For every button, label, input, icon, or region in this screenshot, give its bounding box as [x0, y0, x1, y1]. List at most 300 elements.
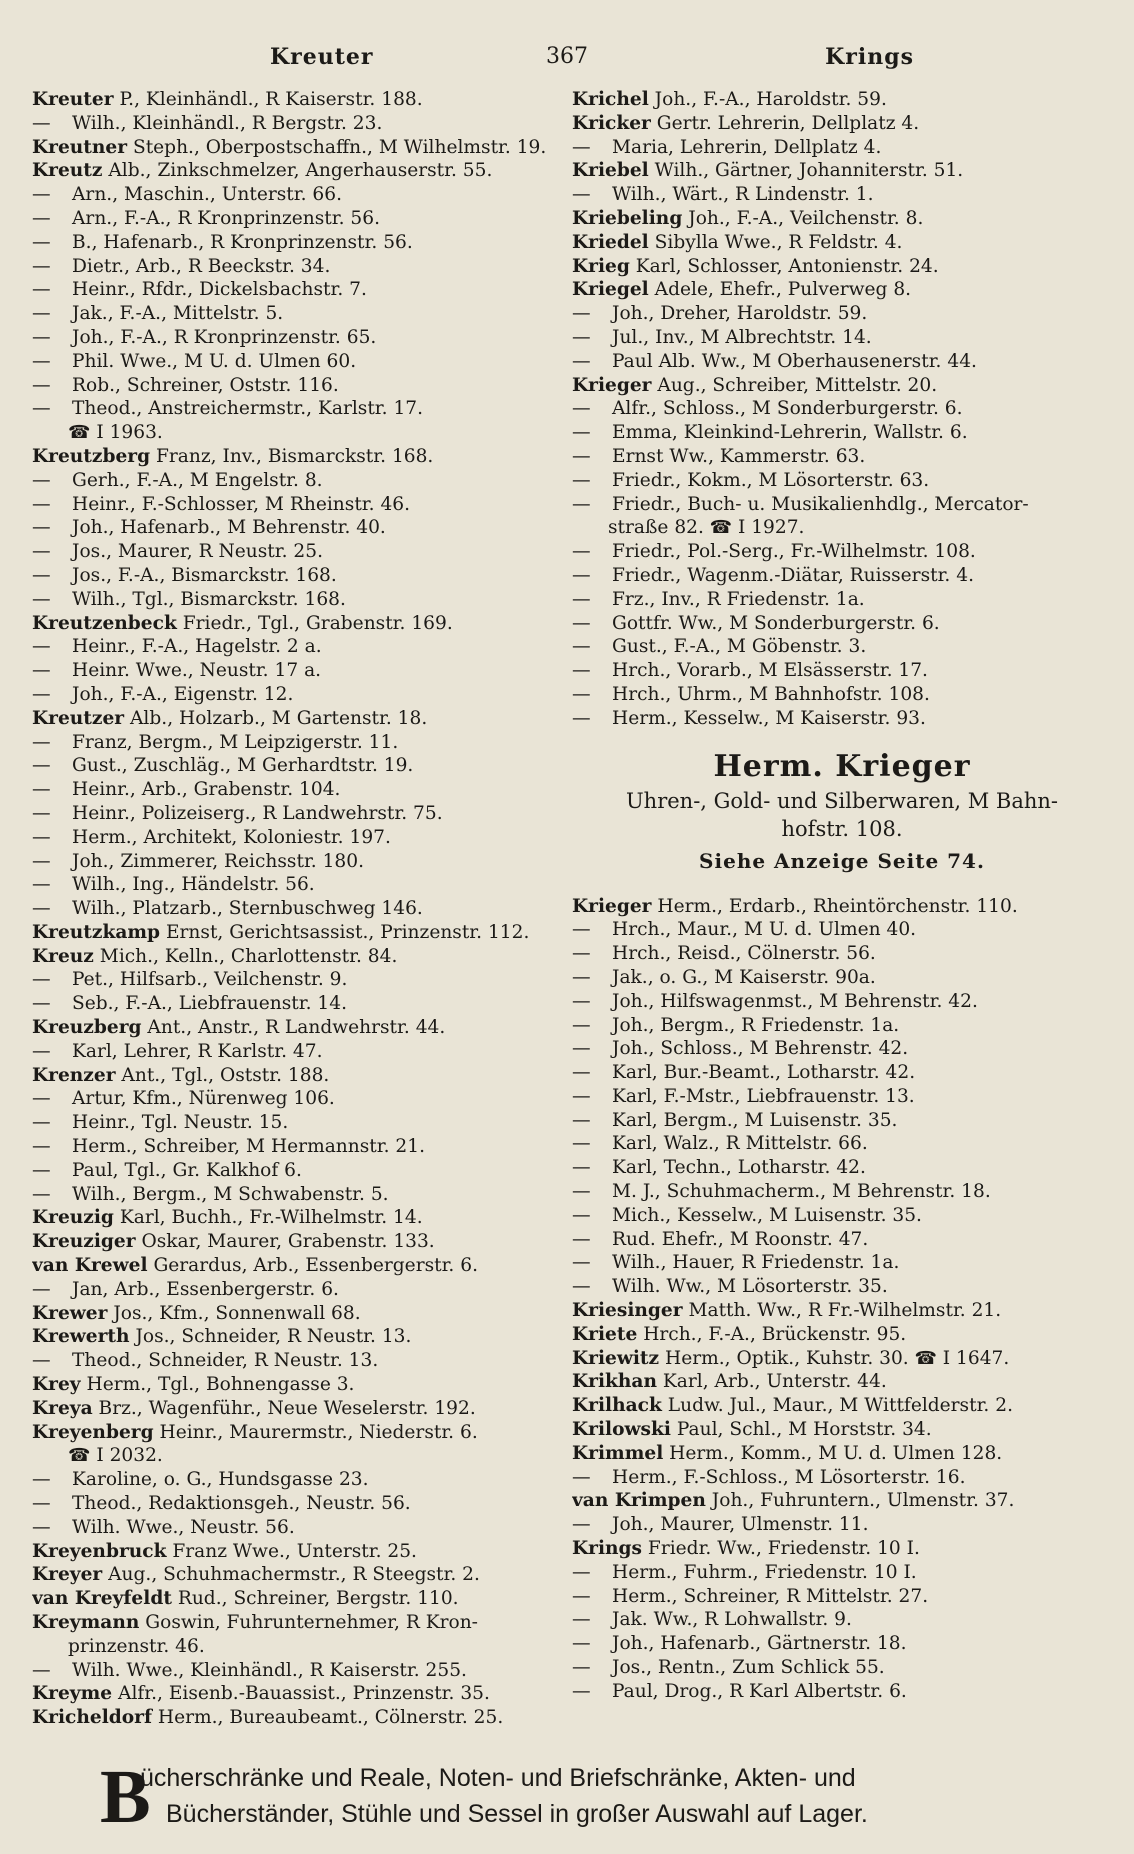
ditto-dash: — — [572, 1252, 591, 1274]
ditto-dash: — — [32, 826, 51, 848]
entry-text: Wilh. Wwe., Neustr. 56. — [72, 1516, 295, 1538]
directory-entry — [32, 540, 560, 564]
directory-entry — [572, 421, 1112, 445]
ditto-dash: — — [32, 1278, 51, 1300]
entry-text: Jos., Kfm., Sonnenwall 68. — [107, 1302, 361, 1324]
entry-text: Paul, Tgl., Gr. Kalkhof 6. — [72, 1159, 302, 1181]
entry-text: Herm., Schreiber, M Hermannstr. 21. — [72, 1136, 425, 1158]
directory-entry — [32, 992, 560, 1016]
telephone-icon: ☎ — [68, 422, 91, 444]
ditto-dash: — — [572, 1680, 591, 1702]
entry-text: Jos., F.-A., Bismarckstr. 168. — [72, 564, 337, 586]
ditto-dash: — — [572, 1133, 591, 1155]
ditto-dash: — — [32, 1493, 51, 1515]
entry-text: Ernst Ww., Kammerstr. 63. — [612, 445, 866, 467]
directory-entry — [572, 1680, 1112, 1704]
entry-text: Maria, Lehrerin, Dellplatz 4. — [612, 136, 882, 158]
entry-text: Karl, Techn., Lotharstr. 42. — [612, 1157, 866, 1179]
directory-entry — [32, 1563, 560, 1587]
directory-entry — [572, 1251, 1112, 1275]
ditto-dash: — — [572, 966, 591, 988]
directory-entry — [32, 183, 560, 207]
directory-entry — [572, 1585, 1112, 1609]
entry-text: Friedr., Pol.-Serg., Fr.-Wilhelmstr. 108. — [612, 541, 976, 563]
entry-surname: Krichel — [572, 89, 649, 110]
directory-entry — [32, 1349, 560, 1373]
ditto-dash: — — [32, 755, 51, 777]
ditto-dash: — — [32, 874, 51, 896]
ditto-dash: — — [572, 1466, 591, 1488]
entry-text: Heinr., Rfdr., Dickelsbachstr. 7. — [72, 279, 367, 301]
directory-entry — [32, 1516, 560, 1540]
entry-text: Jak. Ww., R Lohwallstr. 9. — [612, 1609, 852, 1631]
entry-text: Herm., Komm., M U. d. Ulmen 128. — [663, 1442, 1003, 1464]
directory-entry — [32, 1230, 560, 1254]
entry-surname: Kreutzenbeck — [32, 612, 177, 634]
ditto-dash: — — [32, 993, 51, 1015]
entry-text: Paul, Schl., M Horststr. 34. — [670, 1419, 932, 1441]
entry-surname: Kriedel — [572, 231, 649, 253]
ditto-dash: — — [572, 1109, 591, 1131]
ditto-dash: — — [32, 469, 51, 491]
entry-text: Sibylla Wwe., R Feldstr. 4. — [648, 231, 903, 253]
directory-entry — [32, 1468, 560, 1492]
entry-text: Karl, Bur.-Beamt., Lotharstr. 42. — [612, 1062, 916, 1084]
directory-entry — [572, 1204, 1112, 1228]
directory-entry — [32, 516, 560, 540]
directory-entry — [32, 850, 560, 874]
entry-phone-number: I 1927. — [732, 517, 805, 539]
entry-text: Herm., Fuhrm., Friedenstr. 10 I. — [612, 1561, 917, 1583]
directory-entry — [572, 374, 1112, 398]
entry-surname: Kreuter — [32, 89, 114, 110]
directory-entry — [572, 302, 1112, 326]
entry-text: Joh., Dreher, Haroldstr. 59. — [612, 303, 868, 325]
directory-entry — [572, 918, 1112, 942]
directory-entry — [32, 659, 560, 683]
directory-entry — [32, 897, 560, 921]
directory-entry — [572, 1323, 1112, 1347]
directory-entry — [32, 350, 560, 374]
directory-entry — [32, 88, 560, 112]
entry-text: Matth. Ww., R Fr.-Wilhelmstr. 21. — [682, 1300, 1002, 1322]
directory-entry — [572, 707, 1112, 731]
ditto-dash: — — [572, 919, 591, 941]
directory-entry — [572, 1418, 1112, 1442]
entry-surname: Krieg — [572, 255, 630, 277]
directory-entry — [572, 159, 1112, 183]
directory-entry — [32, 564, 560, 588]
ditto-dash: — — [32, 564, 51, 586]
entry-text: Karl, Arb., Unterstr. 44. — [657, 1371, 887, 1393]
telephone-icon: ☎ — [908, 1347, 937, 1369]
ditto-dash: — — [32, 112, 51, 134]
ditto-dash: — — [572, 943, 591, 965]
directory-entry — [572, 278, 1112, 302]
entry-text: Mich., Kelln., Charlottenstr. 84. — [93, 945, 398, 967]
directory-entry — [572, 895, 1112, 919]
directory-entry — [572, 183, 1112, 207]
entry-surname: Kriewitz — [572, 1347, 660, 1369]
entry-text: Karl, Lehrer, R Karlstr. 47. — [72, 1040, 323, 1062]
ditto-dash: — — [572, 326, 591, 348]
entry-text: Joh., F.-A., R Kronprinzenstr. 65. — [72, 326, 377, 348]
ditto-dash: — — [572, 541, 591, 563]
entry-text: Herm., Tgl., Bohnengasse 3. — [80, 1374, 355, 1396]
entry-surname: van Krewel — [32, 1255, 148, 1277]
entry-text: Theod., Schneider, R Neustr. 13. — [72, 1350, 379, 1372]
entry-text: Herm., Bureaubeamt., Cölnerstr. 25. — [151, 1707, 504, 1729]
entry-text: Phil. Wwe., M U. d. Ulmen 60. — [72, 350, 357, 372]
entry-text: Herm., Schreiner, R Mittelstr. 27. — [612, 1585, 929, 1607]
entry-text: Seb., F.-A., Liebfrauenstr. 14. — [72, 993, 347, 1015]
directory-entry — [572, 231, 1112, 255]
entry-text: Alb., Holzarb., M Gartenstr. 18. — [124, 707, 428, 729]
entry-text: Jos., Rentn., Zum Schlick 55. — [612, 1657, 885, 1679]
entry-surname: Kriete — [572, 1323, 638, 1345]
directory-entry — [572, 1014, 1112, 1038]
directory-entry — [32, 445, 560, 469]
ditto-dash: — — [32, 541, 51, 563]
directory-entry — [32, 302, 560, 326]
ditto-dash: — — [572, 1204, 591, 1226]
entry-text: Gerardus, Arb., Essenbergerstr. 6. — [147, 1255, 478, 1277]
entry-text: Friedr., Kokm., M Lösorterstr. 63. — [612, 469, 930, 491]
directory-entry — [572, 990, 1112, 1014]
entry-text: Wilh., Tgl., Bismarckstr. 168. — [72, 588, 346, 610]
directory-entry — [32, 1492, 560, 1516]
directory-entry — [32, 1587, 560, 1611]
entry-surname: Kreyenbruck — [32, 1540, 167, 1562]
entry-text: Karl, Buchh., Fr.-Wilhelmstr. 14. — [113, 1207, 423, 1229]
ditto-dash: — — [572, 184, 591, 206]
entry-text: Ernst, Gerichtsassist., Prinzenstr. 112. — [160, 921, 530, 943]
entry-text: Rud., Schreiner, Bergstr. 110. — [171, 1588, 459, 1610]
entry-text: Hrch., Reisd., Cölnerstr. 56. — [612, 943, 876, 965]
directory-entry — [32, 1206, 560, 1230]
entry-text: I 1963. — [90, 422, 163, 444]
entry-text: Jos., Maurer, R Neustr. 25. — [72, 541, 323, 563]
entry-text: Theod., Redaktionsgeh., Neustr. 56. — [72, 1493, 411, 1515]
ditto-dash: — — [32, 231, 51, 253]
directory-entry — [32, 1611, 560, 1635]
ditto-dash: — — [572, 1085, 591, 1107]
ditto-dash: — — [572, 469, 591, 491]
entry-surname: Krewerth — [32, 1326, 130, 1348]
entry-text: Aug., Schreiber, Mittelstr. 20. — [651, 374, 938, 396]
entry-text: Herm., Kesselw., M Kaiserstr. 93. — [612, 707, 926, 729]
entry-text: Wilh., Hauer, R Friedenstr. 1a. — [612, 1252, 900, 1274]
entry-text: Friedr. Ww., Friedenstr. 10 I. — [642, 1538, 920, 1560]
directory-entry — [572, 1085, 1112, 1109]
directory-entry — [32, 1183, 560, 1207]
ditto-dash: — — [32, 1136, 51, 1158]
directory-entry — [572, 1156, 1112, 1180]
entry-text: Artur, Kfm., Nürenweg 106. — [72, 1088, 335, 1110]
entry-surname: Kreya — [32, 1397, 93, 1419]
page-header — [40, 44, 1094, 74]
ditto-dash: — — [572, 303, 591, 325]
directory-entry — [572, 966, 1112, 990]
directory-entry — [32, 159, 560, 183]
directory-entry — [32, 112, 560, 136]
directory-entry — [572, 942, 1112, 966]
ditto-dash: — — [32, 1350, 51, 1372]
entry-surname: Krings — [572, 1538, 643, 1560]
entry-surname: Kreyme — [32, 1683, 113, 1705]
ditto-dash: — — [572, 350, 591, 372]
entry-text: Adele, Ehefr., Pulverweg 8. — [648, 279, 912, 301]
directory-entry — [32, 1325, 560, 1349]
entry-text: Wilh., Platzarb., Sternbuschweg 146. — [72, 898, 423, 920]
entry-text: Theod., Anstreichermstr., Karlstr. 17. — [72, 398, 424, 420]
directory-entry — [572, 326, 1112, 350]
directory-entry — [572, 1632, 1112, 1656]
directory-entry — [572, 516, 1112, 540]
ditto-dash: — — [572, 493, 591, 515]
directory-entry — [572, 88, 1112, 112]
entry-text: Ludw. Jul., Maur., M Wittfelderstr. 2. — [661, 1395, 1013, 1417]
entry-surname: Kricheldorf — [32, 1707, 152, 1729]
directory-entry — [572, 1537, 1112, 1561]
telephone-icon: ☎ — [703, 517, 733, 539]
entry-surname: Krikhan — [572, 1371, 657, 1393]
directory-entry — [572, 493, 1112, 517]
directory-entry — [32, 1659, 560, 1683]
directory-entry — [572, 1061, 1112, 1085]
entry-text: Emma, Kleinkind-Lehrerin, Wallstr. 6. — [612, 422, 968, 444]
entry-text: Friedr., Buch- u. Musikalienhdlg., Mercator- — [612, 493, 1029, 515]
directory-entry — [572, 588, 1112, 612]
entry-text: Friedr., Wagenm.-Diätar, Ruisserstr. 4. — [612, 564, 974, 586]
entry-text: Hrch., Vorarb., M Elsässerstr. 17. — [612, 660, 928, 682]
entry-text: Jak., o. G., M Kaiserstr. 90a. — [612, 966, 876, 988]
entry-surname: Kreuzberg — [32, 1017, 142, 1039]
ditto-dash: — — [572, 398, 591, 420]
entry-text: Karl, Walz., R Mittelstr. 66. — [612, 1133, 868, 1155]
entry-text: Paul Alb. Ww., M Oberhausenerstr. 44. — [612, 350, 977, 372]
directory-entry — [32, 326, 560, 350]
entry-surname: Krimmel — [572, 1442, 664, 1464]
ditto-dash: — — [572, 636, 591, 658]
entry-text: Gust., Zuschläg., M Gerhardtstr. 19. — [72, 755, 414, 777]
entry-text: Heinr. Wwe., Neustr. 17 a. — [72, 660, 322, 682]
entry-text: Joh., Zimmerer, Reichsstr. 180. — [72, 850, 365, 872]
entry-text: Friedr., Tgl., Grabenstr. 169. — [176, 612, 453, 634]
directory-entry — [572, 1489, 1112, 1513]
ditto-dash: — — [572, 1038, 591, 1060]
directory-entry — [572, 1394, 1112, 1418]
directory-entry — [32, 1444, 560, 1468]
ad-name: Herm. Krieger — [713, 748, 971, 784]
entry-text: Joh., F.-A., Haroldstr. 59. — [648, 89, 887, 110]
ad-line-2: hofstr. 108. — [781, 816, 903, 841]
directory-entry — [32, 136, 560, 160]
ditto-dash: — — [32, 969, 51, 991]
directory-entry — [572, 683, 1112, 707]
directory-entry — [572, 1347, 1112, 1371]
ditto-dash: — — [32, 802, 51, 824]
directory-entry — [32, 683, 560, 707]
directory-entry — [572, 1513, 1112, 1537]
directory-entry — [572, 1656, 1112, 1680]
entry-text: Heinr., Arb., Grabenstr. 104. — [72, 779, 341, 801]
directory-entry — [32, 1682, 560, 1706]
directory-entry — [32, 1016, 560, 1040]
entry-surname: van Krimpen — [572, 1490, 706, 1512]
directory-entry — [572, 659, 1112, 683]
directory-entry — [32, 1278, 560, 1302]
ditto-dash: — — [32, 1469, 51, 1491]
ditto-dash: — — [32, 683, 51, 705]
directory-entry — [32, 707, 560, 731]
ditto-dash: — — [572, 1657, 591, 1679]
page-number: 367 — [546, 44, 588, 69]
entry-text: Wilh., Wärt., R Lindenstr. 1. — [612, 184, 874, 206]
entry-surname: Kreyenberg — [32, 1421, 154, 1443]
ditto-dash: — — [32, 588, 51, 610]
entry-text: M. J., Schuhmacherm., M Behrenstr. 18. — [612, 1181, 991, 1203]
header-left-keyword: Kreuter — [270, 44, 374, 70]
ditto-dash: — — [32, 374, 51, 396]
ditto-dash: — — [32, 207, 51, 229]
entry-text: Hrch., F.-A., Brückenstr. 95. — [637, 1323, 907, 1345]
directory-entry — [572, 1442, 1112, 1466]
footer-initial: B — [100, 1755, 151, 1839]
entry-text: Franz Wwe., Unterstr. 25. — [166, 1540, 417, 1562]
directory-entry — [32, 1254, 560, 1278]
directory-entry — [32, 207, 560, 231]
directory-entry — [32, 731, 560, 755]
entry-surname: Kreymann — [32, 1612, 140, 1633]
directory-entry — [32, 968, 560, 992]
directory-entry — [32, 493, 560, 517]
directory-entry — [32, 421, 560, 445]
entry-surname: Kriegel — [572, 279, 649, 301]
ditto-dash: — — [32, 255, 51, 277]
directory-entry — [32, 635, 560, 659]
entry-surname: Kreutzer — [32, 707, 125, 729]
directory-entry — [32, 826, 560, 850]
right-column-top — [572, 88, 1112, 731]
ditto-dash: — — [572, 1276, 591, 1298]
ditto-dash: — — [32, 517, 51, 539]
ditto-dash: — — [572, 1561, 591, 1583]
directory-entry — [32, 255, 560, 279]
directory-entry — [32, 1706, 560, 1730]
entry-text: Ant., Tgl., Oststr. 188. — [115, 1064, 330, 1086]
directory-entry — [32, 1111, 560, 1135]
entry-surname: Kreuziger — [32, 1231, 136, 1253]
entry-text: Pet., Hilfsarb., Veilchenstr. 9. — [72, 969, 348, 991]
directory-entry — [572, 1275, 1112, 1299]
ditto-dash: — — [32, 279, 51, 301]
directory-entry — [572, 1370, 1112, 1394]
entry-text: Heinr., Polizeiserg., R Landwehrstr. 75. — [72, 802, 443, 824]
entry-text: straße 82. — [608, 517, 704, 539]
directory-entry — [32, 1159, 560, 1183]
directory-entry — [32, 1087, 560, 1111]
directory-entry — [32, 873, 560, 897]
directory-entry — [32, 1040, 560, 1064]
ditto-dash: — — [32, 1183, 51, 1205]
entry-text: Dietr., Arb., R Beeckstr. 34. — [72, 255, 331, 277]
ditto-dash: — — [32, 303, 51, 325]
directory-entry — [572, 1466, 1112, 1490]
directory-entry — [32, 588, 560, 612]
entry-text: Joh., Hafenarb., Gärtnerstr. 18. — [612, 1633, 907, 1655]
entry-text: Gust., F.-A., M Göbenstr. 3. — [612, 636, 867, 658]
left-column — [32, 88, 560, 1730]
entry-text: Jan, Arb., Essenbergerstr. 6. — [72, 1278, 339, 1300]
entry-text: prinzenstr. 46. — [68, 1635, 205, 1657]
footer-line-2: Bücherständer, Stühle und Sessel in großer Auswahl auf Lager. — [166, 1800, 868, 1828]
ditto-dash: — — [572, 1609, 591, 1631]
entry-text: Herm., F.-Schloss., M Lösorterstr. 16. — [612, 1466, 966, 1488]
ditto-dash: — — [32, 326, 51, 348]
entry-text: Karl, F.-Mstr., Liebfrauenstr. 13. — [612, 1085, 915, 1107]
entry-text: Gerh., F.-A., M Engelstr. 8. — [72, 469, 323, 491]
ditto-dash: — — [32, 184, 51, 206]
directory-entry — [32, 778, 560, 802]
ditto-dash: — — [572, 136, 591, 158]
directory-entry — [572, 207, 1112, 231]
entry-text: Brz., Wagenführ., Neue Weselerstr. 192. — [92, 1397, 476, 1419]
entry-text: Joh., F.-A., Veilchenstr. 8. — [682, 207, 924, 229]
advertisement — [572, 747, 1112, 879]
right-column — [572, 88, 1112, 1704]
directory-entry — [572, 350, 1112, 374]
entry-text: I 2032. — [90, 1445, 163, 1467]
entry-text: Franz, Bergm., M Leipzigerstr. 11. — [72, 731, 399, 753]
entry-text: Jos., Schneider, R Neustr. 13. — [129, 1326, 412, 1348]
entry-surname: Kriesinger — [572, 1300, 683, 1322]
entry-text: Mich., Kesselw., M Luisenstr. 35. — [612, 1204, 922, 1226]
entry-text: Joh., F.-A., Eigenstr. 12. — [72, 683, 294, 705]
entry-text: Hrch., Maur., M U. d. Ulmen 40. — [612, 919, 917, 941]
entry-text: Joh., Hilfswagenmst., M Behrenstr. 42. — [612, 990, 978, 1012]
directory-entry — [32, 754, 560, 778]
directory-entry — [572, 1132, 1112, 1156]
entry-surname: Kriebel — [572, 160, 649, 182]
ditto-dash: — — [32, 850, 51, 872]
directory-entry — [572, 445, 1112, 469]
entry-text: Herm., Architekt, Koloniestr. 197. — [72, 826, 391, 848]
ditto-dash: — — [572, 660, 591, 682]
entry-surname: Kreyer — [32, 1564, 103, 1586]
entry-surname: Kreutzberg — [32, 445, 151, 467]
directory-entry — [32, 1135, 560, 1159]
ditto-dash: — — [572, 422, 591, 444]
entry-surname: Krey — [32, 1374, 81, 1396]
ditto-dash: — — [572, 564, 591, 586]
entry-text: Wilh., Gärtner, Johanniterstr. 51. — [648, 160, 964, 182]
entry-text: Alfr., Schloss., M Sonderburgerstr. 6. — [612, 398, 963, 420]
ditto-dash: — — [572, 1157, 591, 1179]
entry-text: Heinr., Maurermstr., Niederstr. 6. — [153, 1421, 478, 1443]
ditto-dash: — — [572, 1228, 591, 1250]
ditto-dash: — — [572, 1014, 591, 1036]
entry-text: Alfr., Eisenb.-Bauassist., Prinzenstr. 35. — [112, 1683, 490, 1705]
directory-entry — [32, 374, 560, 398]
entry-text: Oskar, Maurer, Grabenstr. 133. — [135, 1231, 435, 1253]
entry-text: Joh., Schloss., M Behrenstr. 42. — [612, 1038, 909, 1060]
entry-text: Karl, Schlosser, Antonienstr. 24. — [629, 255, 939, 277]
entry-text: Arn., Maschin., Unterstr. 66. — [72, 184, 342, 206]
directory-entry — [32, 945, 560, 969]
ditto-dash: — — [572, 1585, 591, 1607]
entry-text: Franz, Inv., Bismarckstr. 168. — [150, 445, 434, 467]
